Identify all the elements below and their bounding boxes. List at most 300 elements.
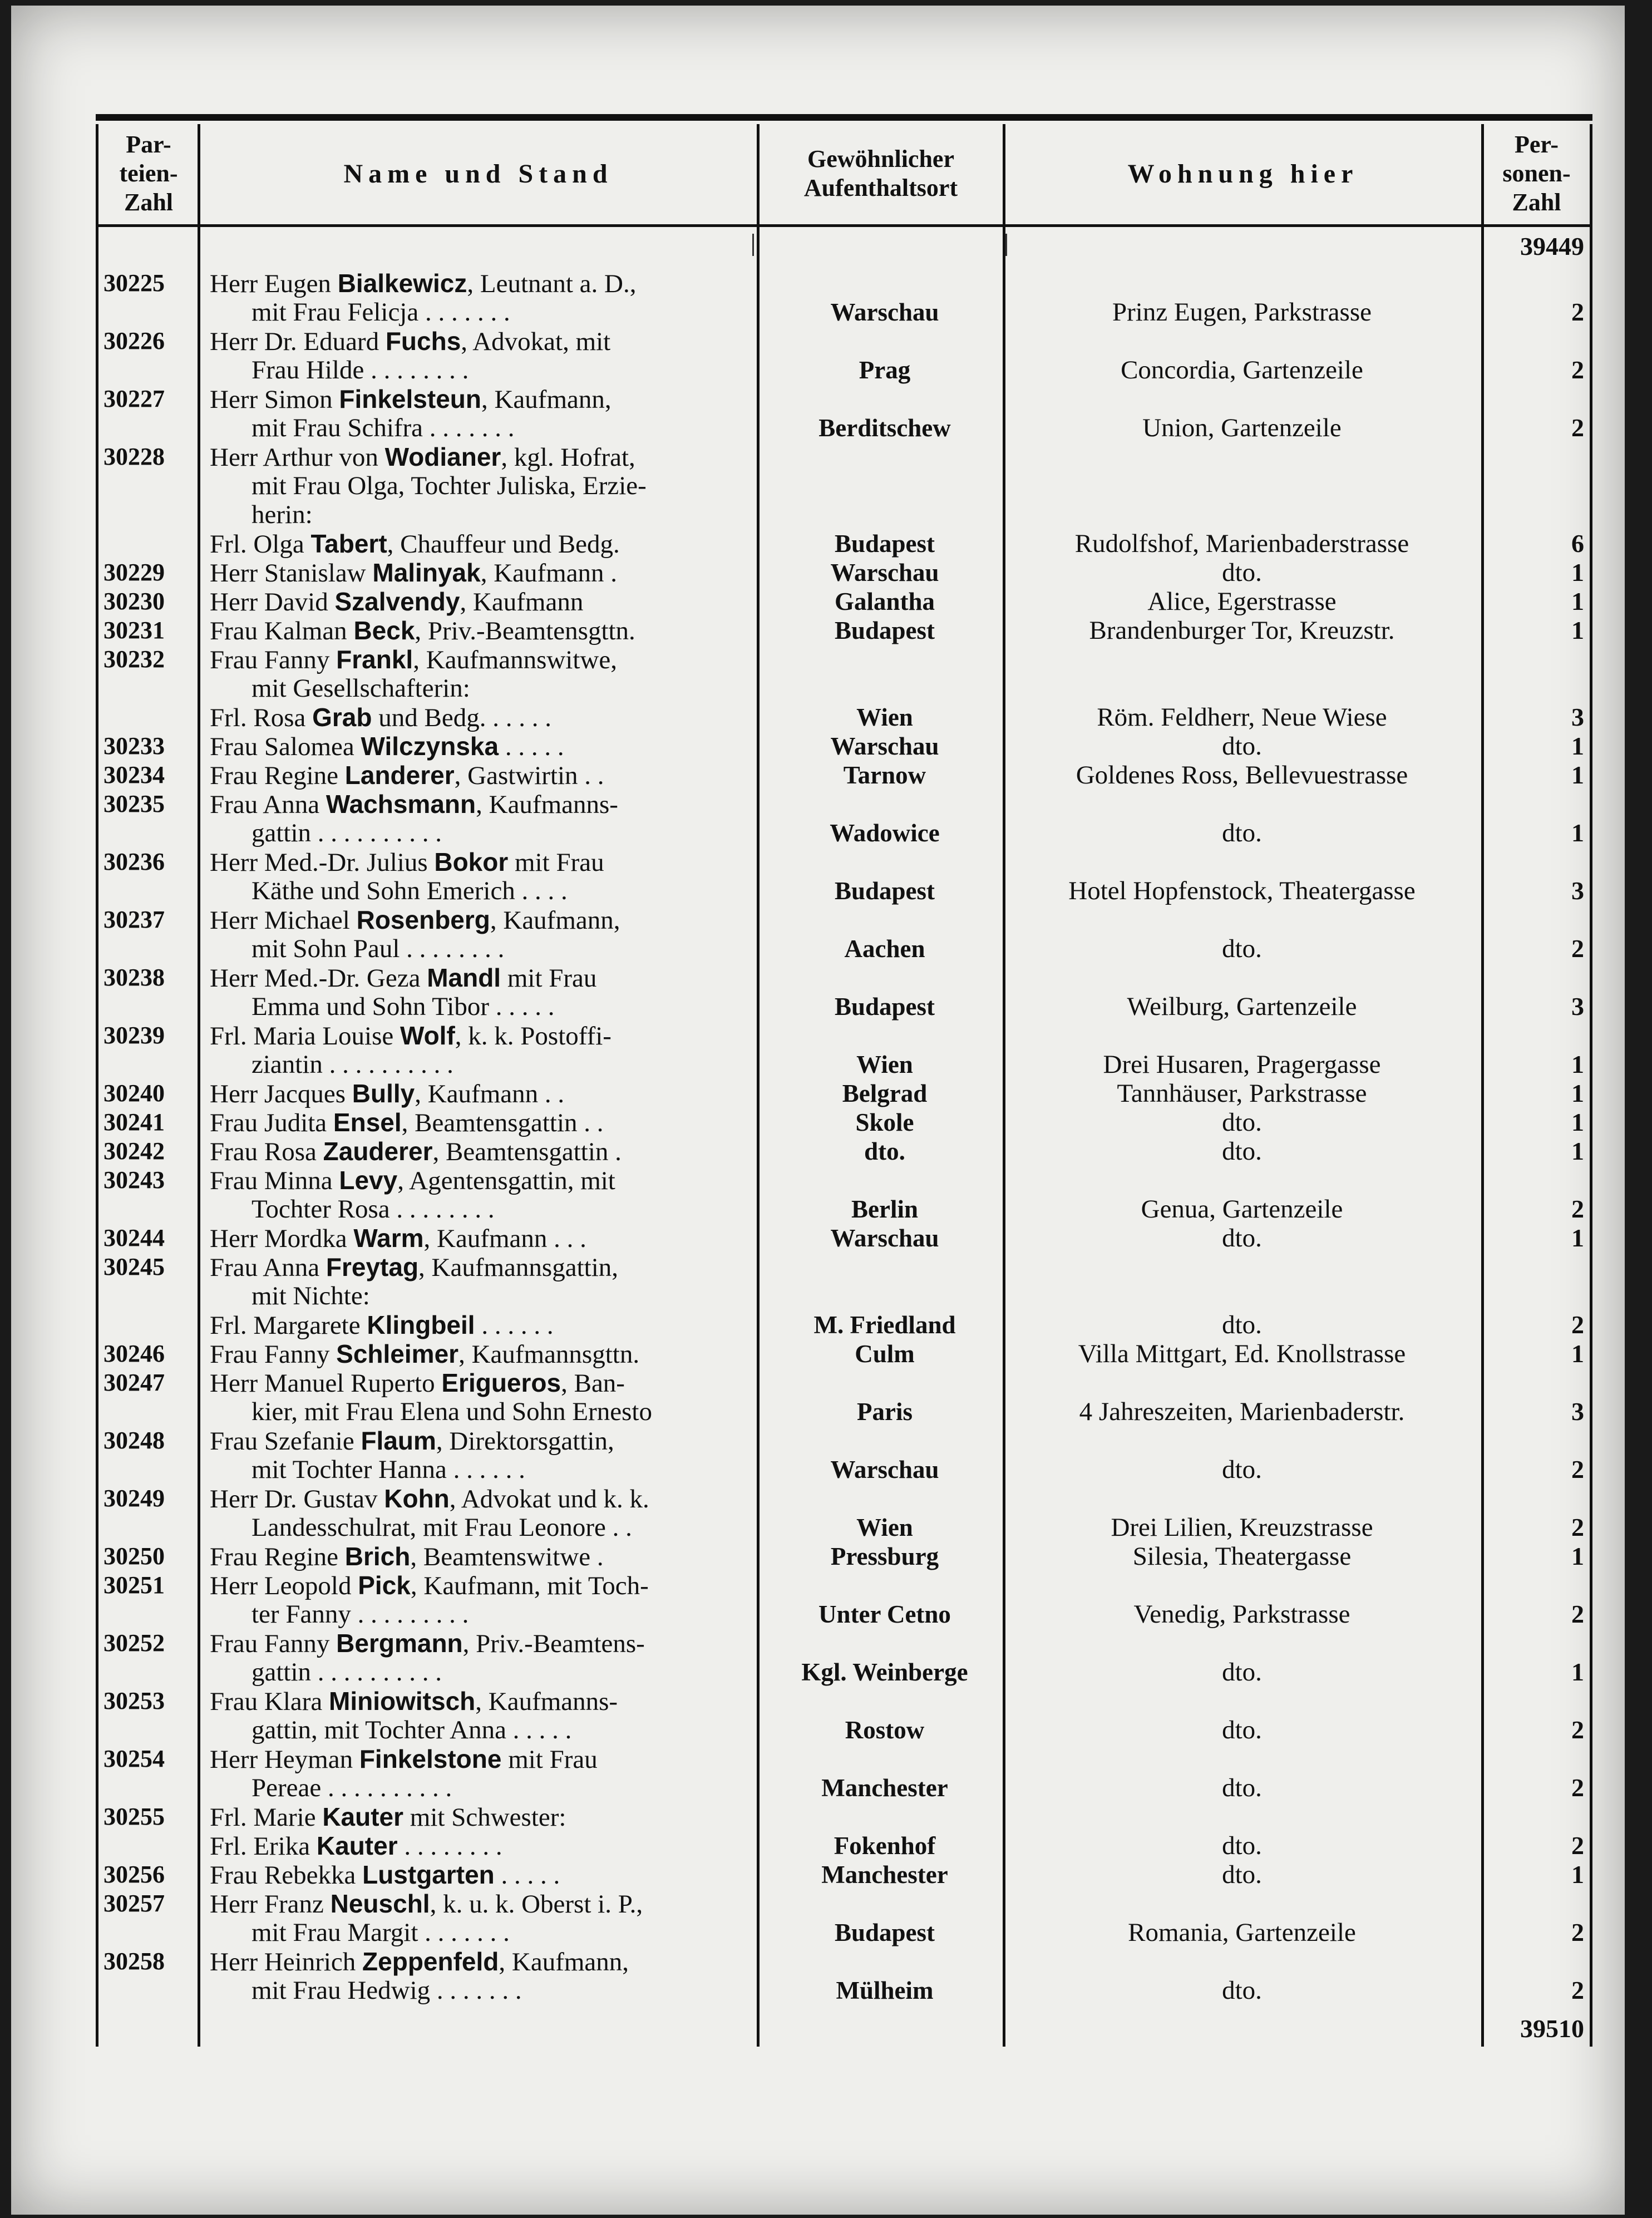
party-number: 30239 [103, 1022, 165, 1049]
usual-residence: Budapest [834, 617, 935, 644]
name-continuation: Frau Hilde . . . . . . . . [252, 356, 469, 385]
name-prefix: Frl. Olga [210, 530, 311, 559]
party-number: 30238 [103, 964, 165, 991]
surname: Rosenberg [356, 905, 490, 934]
person-count: 1 [1571, 587, 1584, 615]
name-entry [210, 1571, 649, 1600]
name-prefix: Frau Salomea [210, 732, 361, 761]
person-count: 2 [1571, 934, 1584, 963]
surname: Beck [353, 616, 415, 645]
name-entry [210, 790, 618, 819]
name-entry [210, 1629, 645, 1658]
name-entry [210, 1889, 643, 1919]
name-continuation: Käthe und Sohn Emerich . . . . [252, 876, 568, 905]
surname: Ensel [333, 1108, 402, 1137]
name-entry [210, 905, 620, 935]
person-count: 2 [1571, 1918, 1584, 1946]
person-count: 2 [1571, 1831, 1584, 1860]
usual-residence: Wadowice [830, 819, 940, 847]
person-count: 1 [1571, 616, 1584, 644]
party-number: 30243 [103, 1166, 165, 1194]
column-divider [96, 124, 98, 2047]
name-suffix: , Kaufmann, mit Toch- [410, 1571, 649, 1600]
name-suffix: und Bedg. . . . . . [372, 703, 551, 732]
local-address: dto. [1222, 1976, 1262, 2005]
local-address: Villa Mittgart, Ed. Knollstrasse [1078, 1339, 1406, 1368]
party-number: 30248 [103, 1427, 165, 1454]
surname: Miniowitsch [329, 1687, 476, 1716]
usual-residence: Budapest [834, 877, 935, 905]
party-number: 30233 [103, 732, 165, 760]
name-suffix: . . . . . . [475, 1311, 554, 1340]
name-prefix: Frau Anna [210, 790, 326, 819]
local-address: Silesia, Theatergasse [1132, 1542, 1352, 1571]
party-number: 30231 [103, 617, 165, 644]
usual-residence: Wien [856, 1514, 913, 1541]
name-continuation: kier, mit Frau Elena und Sohn Ernesto [252, 1397, 652, 1426]
usual-residence: Warschau [830, 1456, 939, 1483]
name-suffix: mit Frau [501, 964, 597, 993]
header-persons-line: sonen- [1502, 160, 1571, 187]
usual-residence: Kgl. Weinberge [801, 1658, 968, 1686]
name-entry [210, 1947, 629, 1977]
usual-residence: Wien [856, 703, 913, 731]
name-entry [210, 1166, 615, 1195]
name-entry [210, 732, 564, 761]
name-entry [210, 1831, 502, 1861]
column-divider [1481, 124, 1484, 2047]
usual-residence: Rostow [845, 1716, 925, 1744]
name-entry [210, 529, 620, 559]
local-address: Hotel Hopfenstock, Theatergasse [1068, 876, 1416, 905]
name-entry [210, 587, 583, 617]
local-address: 4 Jahreszeiten, Marienbaderstr. [1079, 1397, 1405, 1426]
local-address: Rudolfshof, Marienbaderstrasse [1074, 529, 1409, 558]
usual-residence: Prag [859, 356, 911, 384]
local-address: dto. [1222, 732, 1262, 761]
usual-residence: Berlin [851, 1195, 918, 1223]
person-count: 1 [1571, 761, 1584, 789]
name-prefix: Herr Med.-Dr. Geza [210, 964, 427, 993]
usual-residence: Budapest [834, 530, 935, 558]
party-number: 30228 [103, 443, 165, 470]
name-prefix: Frau Minna [210, 1166, 339, 1195]
guest-register-table [96, 114, 1592, 2048]
surname: Zauderer [323, 1137, 433, 1166]
name-entry [210, 1802, 566, 1832]
name-prefix: Herr Leopold [210, 1571, 358, 1600]
usual-residence: Budapest [834, 1919, 935, 1946]
party-number: 30256 [103, 1861, 165, 1888]
header-persons-line: Zahl [1512, 189, 1561, 216]
name-prefix: Frl. Erika [210, 1832, 317, 1861]
name-suffix: mit Frau [501, 1745, 598, 1774]
header-party-line: Par- [126, 131, 171, 158]
person-count: 3 [1571, 703, 1584, 731]
name-entry [210, 1021, 612, 1051]
name-suffix: , Kaufmannsgattin, [418, 1253, 618, 1282]
party-number: 30232 [103, 645, 165, 673]
party-number: 30250 [103, 1542, 165, 1570]
name-entry [210, 1137, 622, 1166]
local-address: Drei Lilien, Kreuzstrasse [1111, 1513, 1373, 1542]
carry-over-total: 39449 [1520, 232, 1584, 260]
surname: Szalvendy [334, 587, 460, 616]
name-entry [210, 1224, 586, 1253]
name-suffix: , Kaufmann, [499, 1948, 629, 1977]
usual-residence: Warschau [830, 732, 939, 760]
local-address: Union, Gartenzeile [1142, 413, 1342, 442]
header-usual-residence [761, 126, 1001, 221]
name-suffix: mit Schwester: [403, 1803, 566, 1832]
local-address: Alice, Egerstrasse [1147, 587, 1337, 616]
surname: Finkelstone [359, 1744, 502, 1773]
surname: Grab [312, 703, 372, 732]
local-address: dto. [1222, 1773, 1262, 1802]
name-prefix: Frau Fanny [210, 645, 337, 674]
person-count: 2 [1571, 413, 1584, 442]
local-address: dto. [1222, 1831, 1262, 1860]
party-number: 30254 [103, 1745, 165, 1772]
surname: Lustgarten [362, 1860, 495, 1889]
local-address: Brandenburger Tor, Kreuzstr. [1089, 616, 1395, 645]
surname: Fuchs [385, 327, 461, 356]
name-suffix: , Kaufmann, [481, 385, 612, 414]
local-address: dto. [1222, 934, 1262, 963]
surname: Pick [358, 1571, 411, 1600]
name-prefix: Herr Heyman [210, 1745, 359, 1774]
name-entry [210, 269, 636, 298]
final-total: 39510 [1520, 2014, 1584, 2043]
party-number: 30252 [103, 1629, 165, 1657]
name-entry [210, 1108, 604, 1137]
name-prefix: Frau Fanny [210, 1629, 337, 1658]
usual-residence: Galantha [834, 588, 935, 615]
name-continuation: mit Frau Olga, Tochter Juliska, Erzie- [252, 471, 647, 500]
header-party-line: teien- [119, 160, 178, 187]
surname: Kauter [316, 1831, 398, 1860]
name-suffix: , Kaufmann . . . [423, 1224, 586, 1253]
name-entry [210, 1368, 625, 1398]
surname: Erigueros [441, 1368, 561, 1397]
person-count: 2 [1571, 356, 1584, 384]
name-continuation: mit Frau Felicja . . . . . . . [252, 298, 510, 327]
party-number: 30235 [103, 790, 165, 817]
name-prefix: Frl. Marie [210, 1803, 323, 1832]
name-suffix: . . . . . [494, 1861, 560, 1890]
name-suffix: , Kaufmanns- [475, 1687, 618, 1716]
name-continuation: Emma und Sohn Tibor . . . . . [252, 992, 555, 1021]
usual-residence: Unter Cetno [818, 1600, 951, 1628]
name-prefix: Frl. Maria Louise [210, 1022, 400, 1051]
person-count: 1 [1571, 1079, 1584, 1107]
surname: Frankl [336, 645, 413, 674]
surname: Kohn [384, 1484, 450, 1513]
usual-residence: M. Friedland [813, 1311, 956, 1339]
name-continuation: herin: [252, 500, 313, 529]
local-address: dto. [1222, 1137, 1262, 1166]
header-local-address: Wohnung hier [1127, 159, 1359, 189]
usual-residence: Mülheim [836, 1977, 934, 2004]
name-continuation: mit Frau Hedwig . . . . . . . [252, 1976, 522, 2005]
name-suffix: , Kaufmann . . [415, 1080, 565, 1108]
header-persons-line: Per- [1515, 131, 1559, 158]
name-suffix: . . . . . [499, 732, 564, 761]
name-entry [210, 1339, 639, 1369]
person-count: 1 [1571, 819, 1584, 847]
party-number: 30253 [103, 1687, 165, 1714]
usual-residence: Pressburg [830, 1542, 939, 1570]
person-count: 2 [1571, 1773, 1584, 1802]
name-prefix: Herr Mordka [210, 1224, 354, 1253]
column-divider [198, 124, 200, 2047]
party-number: 30229 [103, 559, 165, 586]
name-suffix: . . . . . . . . [397, 1832, 502, 1861]
surname: Kauter [322, 1802, 404, 1831]
person-count: 2 [1571, 1195, 1584, 1223]
usual-residence: Skole [855, 1108, 914, 1136]
usual-residence: Warschau [830, 298, 939, 326]
name-suffix: , Advokat, mit [461, 327, 611, 356]
name-continuation: ter Fanny . . . . . . . . . [252, 1600, 469, 1629]
local-address: Concordia, Gartenzeile [1121, 356, 1363, 385]
name-suffix: , kgl. Hofrat, [501, 443, 635, 472]
person-count: 1 [1571, 558, 1584, 586]
person-count: 3 [1571, 1397, 1584, 1426]
name-prefix: Herr Stanislaw [210, 559, 373, 588]
party-number: 30236 [103, 848, 165, 875]
local-address: dto. [1222, 1310, 1262, 1339]
local-address: dto. [1222, 1108, 1262, 1137]
local-address: dto. [1222, 1658, 1262, 1687]
local-address: dto. [1222, 1455, 1262, 1484]
surname: Bialkewicz [337, 269, 467, 298]
name-suffix: , k. u. k. Oberst i. P., [430, 1890, 643, 1919]
name-suffix: , Ban- [561, 1369, 625, 1398]
name-continuation: mit Nichte: [252, 1281, 370, 1310]
party-number: 30257 [103, 1890, 165, 1917]
name-suffix: , Advokat und k. k. [449, 1485, 649, 1514]
usual-residence: Paris [857, 1398, 913, 1426]
party-number: 30234 [103, 761, 165, 788]
name-prefix: Frau Rosa [210, 1137, 323, 1166]
name-prefix: Frau Kalman [210, 617, 354, 645]
surname: Levy [339, 1166, 398, 1195]
name-entry [210, 1079, 564, 1108]
party-number: 30227 [103, 385, 165, 412]
usual-residence: Warschau [830, 559, 939, 586]
name-continuation: ziantin . . . . . . . . . . [252, 1050, 453, 1079]
name-prefix: Frl. Margarete [210, 1311, 367, 1340]
name-suffix: , Kaufmann [460, 588, 584, 617]
name-prefix: Frl. Rosa [210, 703, 313, 732]
name-suffix: , Kaufmanns- [476, 790, 618, 819]
name-continuation: Landesschulrat, mit Frau Leonore . . [252, 1513, 632, 1542]
name-entry [210, 703, 551, 732]
header-name-and-status: Name und Stand [343, 159, 613, 189]
surname: Malinyak [372, 558, 481, 587]
person-count: 1 [1571, 1050, 1584, 1078]
party-number: 30246 [103, 1340, 165, 1367]
header-person-count [1485, 126, 1588, 221]
local-address: dto. [1222, 819, 1262, 847]
person-count: 1 [1571, 732, 1584, 760]
person-count: 1 [1571, 1542, 1584, 1570]
header-party-line: Zahl [124, 189, 174, 216]
name-suffix: , Kaufmann, [490, 906, 620, 935]
name-prefix: Frau Regine [210, 1542, 345, 1571]
name-entry [210, 1744, 598, 1774]
name-entry [210, 1484, 649, 1514]
name-prefix: Frau Szefanie [210, 1427, 361, 1456]
person-count: 2 [1571, 1513, 1584, 1541]
local-address: Venedig, Parkstrasse [1133, 1600, 1350, 1629]
surname: Schleimer [336, 1339, 459, 1368]
name-suffix: , Agentensgattin, mit [397, 1166, 615, 1195]
name-suffix: , k. k. Postoffi- [455, 1022, 612, 1051]
header-origin-line: Gewöhnlicher [807, 145, 954, 172]
name-continuation: gattin . . . . . . . . . . [252, 819, 442, 847]
name-suffix: , Gastwirtin . . [454, 761, 604, 790]
person-count: 1 [1571, 1339, 1584, 1368]
surname: Wachsmann [326, 790, 476, 819]
name-prefix: Herr Simon [210, 385, 339, 414]
usual-residence: Budapest [834, 993, 935, 1021]
person-count: 1 [1571, 1860, 1584, 1889]
name-entry [210, 847, 604, 877]
name-suffix: , Beamtensgattin . . [401, 1108, 604, 1137]
name-entry [210, 645, 617, 674]
surname: Tabert [310, 529, 387, 558]
surname: Freytag [326, 1253, 419, 1281]
margin-mark [752, 234, 754, 256]
name-suffix: , Kaufmannswitwe, [413, 645, 617, 674]
person-count: 2 [1571, 1310, 1584, 1339]
header-party-number [101, 126, 196, 221]
name-prefix: Herr Heinrich [210, 1948, 363, 1977]
person-count: 1 [1571, 1224, 1584, 1252]
person-count: 2 [1571, 1716, 1584, 1744]
party-number: 30244 [103, 1224, 165, 1251]
name-suffix: mit Frau [508, 848, 604, 877]
usual-residence: Manchester [821, 1774, 948, 1802]
local-address: Genua, Gartenzeile [1141, 1195, 1343, 1224]
party-number: 30225 [103, 269, 165, 297]
name-continuation: Tochter Rosa . . . . . . . . [252, 1195, 495, 1224]
name-entry [210, 1542, 604, 1571]
person-count: 3 [1571, 992, 1584, 1021]
name-entry [210, 385, 612, 414]
name-continuation: gattin, mit Tochter Anna . . . . . [252, 1716, 572, 1744]
usual-residence: Belgrad [842, 1080, 928, 1107]
name-entry [210, 761, 604, 790]
surname: Mandl [427, 963, 501, 992]
usual-residence: Aachen [844, 935, 925, 963]
name-prefix: Herr David [210, 588, 335, 617]
surname: Klingbeil [367, 1310, 475, 1339]
name-suffix: , Beamtensgattin . [432, 1137, 622, 1166]
header-rule [96, 224, 1592, 227]
name-prefix: Frau Rebekka [210, 1861, 363, 1890]
usual-residence: dto. [864, 1137, 905, 1165]
local-address: dto. [1222, 1860, 1262, 1889]
surname: Landerer [344, 761, 455, 790]
person-count: 6 [1571, 529, 1584, 558]
party-number: 30255 [103, 1803, 165, 1830]
name-prefix: Herr Michael [210, 906, 357, 935]
party-number: 30237 [103, 906, 165, 933]
party-number: 30240 [103, 1080, 165, 1107]
local-address: Tannhäuser, Parkstrasse [1117, 1079, 1367, 1108]
margin-mark [1005, 234, 1007, 256]
local-address: Prinz Eugen, Parkstrasse [1112, 298, 1372, 327]
name-entry [210, 1310, 554, 1340]
usual-residence: Warschau [830, 1224, 939, 1252]
person-count: 1 [1571, 1108, 1584, 1136]
name-continuation: mit Frau Margit . . . . . . . [252, 1918, 510, 1947]
name-prefix: Herr Manuel Ruperto [210, 1369, 442, 1398]
name-continuation: mit Gesellschafterin: [252, 674, 470, 703]
name-continuation: mit Sohn Paul . . . . . . . . [252, 934, 505, 963]
register-page [11, 6, 1625, 2215]
local-address: Weilburg, Gartenzeile [1127, 992, 1357, 1021]
party-number: 30251 [103, 1571, 165, 1599]
surname: Wilczynska [361, 732, 499, 761]
party-number: 30249 [103, 1485, 165, 1512]
name-prefix: Herr Dr. Gustav [210, 1485, 384, 1514]
name-prefix: Herr Arthur von [210, 443, 385, 472]
name-entry [210, 1253, 618, 1282]
name-prefix: Herr Dr. Eduard [210, 327, 386, 356]
person-count: 2 [1571, 1455, 1584, 1483]
name-prefix: Frau Judita [210, 1108, 333, 1137]
name-entry [210, 1860, 560, 1890]
name-suffix: , Priv.-Beamtensgttn. [415, 617, 635, 645]
person-count: 2 [1571, 1600, 1584, 1628]
name-entry [210, 1426, 614, 1456]
usual-residence: Tarnow [843, 761, 926, 789]
name-suffix: , Leutnant a. D., [467, 269, 637, 298]
surname: Brich [344, 1542, 411, 1571]
name-prefix: Herr Jacques [210, 1080, 352, 1108]
party-number: 30247 [103, 1369, 165, 1396]
person-count: 1 [1571, 1658, 1584, 1686]
surname: Flaum [361, 1426, 436, 1455]
local-address: Goldenes Ross, Bellevuestrasse [1076, 761, 1408, 790]
name-entry [210, 616, 635, 645]
name-suffix: , Beamtenswitwe . [410, 1542, 604, 1571]
surname: Bergmann [336, 1629, 463, 1658]
usual-residence: Fokenhof [834, 1832, 936, 1860]
local-address: dto. [1222, 1224, 1262, 1253]
name-suffix: , Kaufmann . [480, 559, 618, 588]
name-prefix: Herr Med.-Dr. Julius [210, 848, 435, 877]
party-number: 30230 [103, 588, 165, 615]
surname: Finkelsteun [339, 385, 481, 413]
local-address: Romania, Gartenzeile [1128, 1918, 1356, 1947]
surname: Wodianer [384, 442, 501, 471]
name-entry [210, 442, 635, 472]
top-rule [96, 114, 1592, 121]
local-address: dto. [1222, 558, 1262, 587]
surname: Warm [353, 1224, 424, 1253]
name-continuation: Pereae . . . . . . . . . . [252, 1773, 452, 1802]
name-entry [210, 327, 610, 356]
surname: Wolf [400, 1021, 455, 1050]
person-count: 2 [1571, 1976, 1584, 2004]
party-number: 30258 [103, 1948, 165, 1975]
name-entry [210, 558, 617, 588]
